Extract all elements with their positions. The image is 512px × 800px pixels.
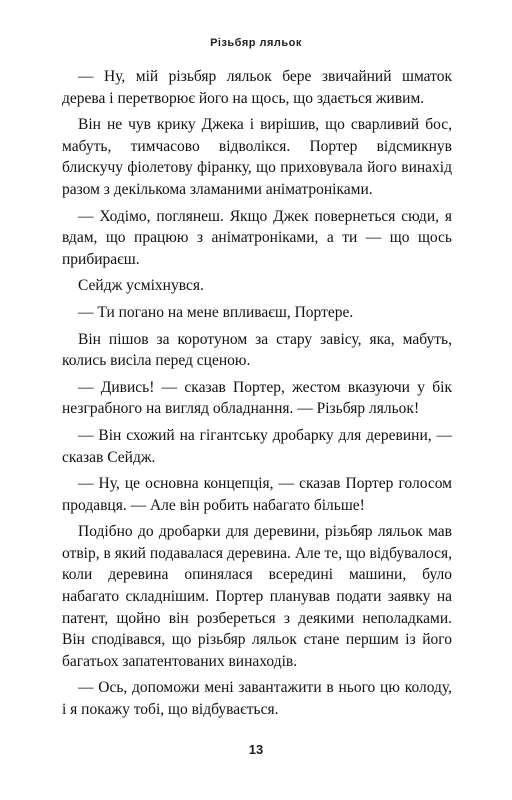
paragraph: — Ну, мій різьбяр ляльок бере звичайний шматок дерева і перетворює його на щось, що здається живим. bbox=[62, 68, 452, 107]
paragraph: — Ти погано на мене впливаєш, Портере. bbox=[78, 303, 354, 321]
body-text bbox=[62, 66, 452, 726]
paragraph: Сейдж усміхнувся. bbox=[78, 277, 204, 295]
paragraph: — Ось, допоможи мені завантажити в нього цю колоду, і я покажу тобі, що відбувається. bbox=[62, 679, 452, 719]
paragraph: — Ну, це основна концепція, — сказав Портер голосом продавця. — Але він робить набагато більше! bbox=[62, 475, 452, 514]
paragraph: Він не чув крику Джека і вирішив, що сварливий бос, мабуть, тимчасово відволікся. Портер відсмикнув блискучу фіолетову фіранку, що приховувала його винахід разом з декількома зламаними аніматроніками. bbox=[62, 116, 452, 198]
paragraph: — Він схожий на гігантську дробарку для деревини, — сказав Сейдж. bbox=[62, 426, 452, 466]
paragraph: Він пішов за коротуном за стару завісу, яка, мабуть, колись висіла перед сценою. bbox=[62, 330, 452, 370]
running-head: Різьбяр ляльок bbox=[210, 37, 302, 49]
page-number: 13 bbox=[248, 742, 264, 757]
paragraph: — Дивись! — сказав Портер, жестом вказуючи у бік незграбного на вигляд обладнання. — Різьбяр ляльок! bbox=[62, 378, 452, 418]
paragraph: Подібно до дробарки для деревини, різьбяр ляльок мав отвір, в який подавалася деревина. Але те, що відбувалося, коли деревина опинялася всередині машини, було набагато складнішим. Портер планував подати заявку на патент, щойно він розбереться з деякими неполадками. Він сподівався, що різьбяр ляльок стане першим із його багатьох запатентованих винаходів. bbox=[62, 523, 452, 670]
paragraph: — Ходімо, поглянеш. Якщо Джек повернеться сюди, я вдам, що працюю з аніматроніками, а ти — що щось прибираєш. bbox=[62, 207, 452, 268]
